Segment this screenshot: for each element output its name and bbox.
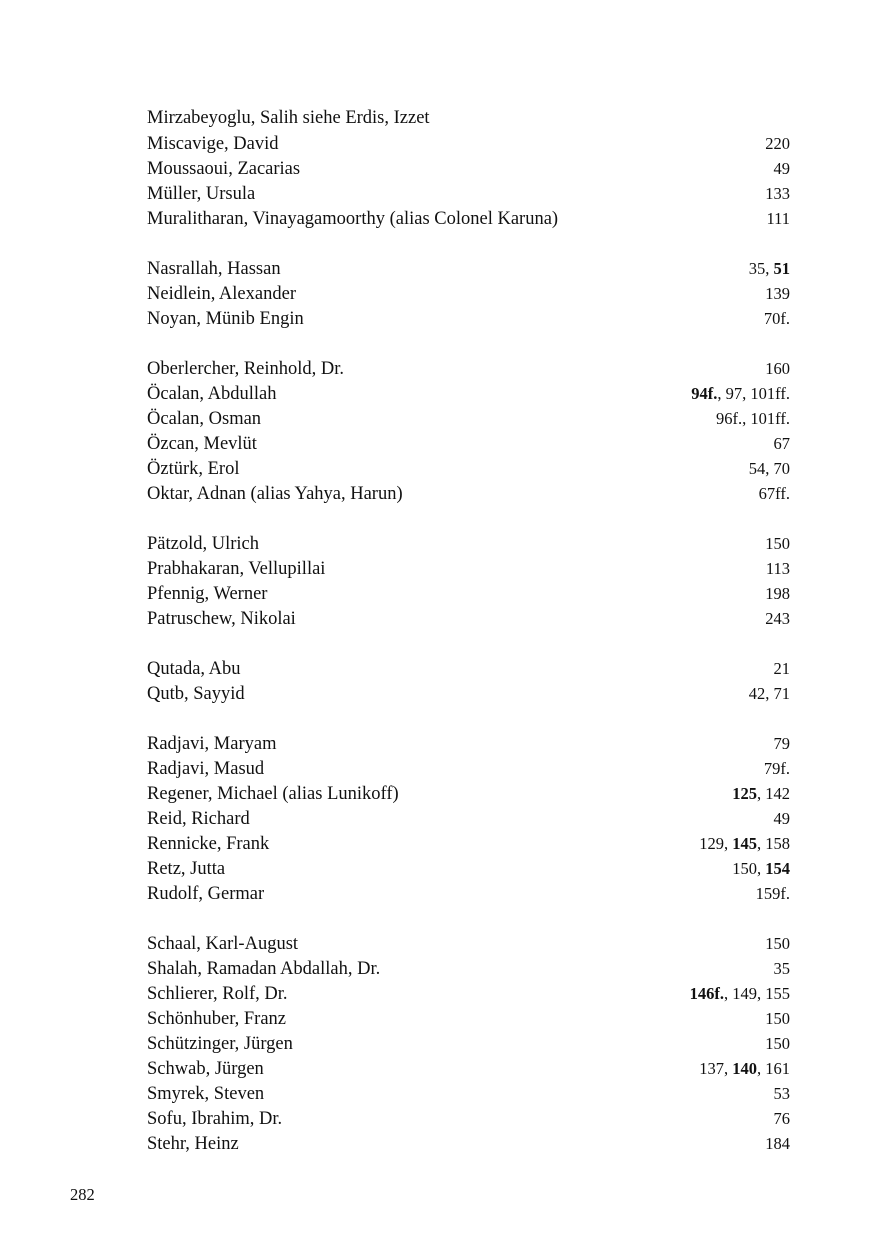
index-entry	[147, 156, 790, 181]
page-ref: 21	[773, 659, 790, 678]
entry-page-refs	[774, 806, 791, 831]
entry-page-refs: 137, 140, 161	[699, 1059, 790, 1078]
entry-name: Sofu, Ibrahim, Dr.	[147, 1109, 283, 1129]
entry-name: Prabhakaran, Vellupillai	[147, 559, 326, 579]
entry-name: Radjavi, Masud	[147, 759, 265, 779]
entry-name: Öztürk, Erol	[147, 459, 240, 479]
index-entry	[147, 581, 790, 606]
entry-name: Schaal, Karl-August	[147, 934, 299, 954]
page-ref-main: 125	[732, 784, 757, 803]
index-entry	[147, 756, 790, 781]
page-ref: 79	[773, 734, 790, 753]
entry-name: Muralitharan, Vinayagamoorthy (alias Colonel Karuna)	[147, 209, 559, 229]
index-entry	[147, 656, 790, 681]
entry-name: Stehr, Heinz	[147, 1134, 239, 1154]
index-entry	[147, 356, 790, 381]
entry-name: Reid, Richard	[147, 809, 250, 829]
index-letter-group	[147, 531, 790, 631]
index-entry	[147, 781, 790, 806]
entry-page-refs: 94f., 97, 101ff.	[691, 384, 790, 403]
page-ref: 243	[765, 609, 790, 628]
page-ref: 70	[773, 459, 790, 478]
index-entry	[147, 206, 790, 231]
entry-page-refs	[759, 481, 790, 506]
page-ref: 49	[773, 159, 790, 178]
entry-page-refs	[765, 581, 790, 606]
entry-name: Oberlercher, Reinhold, Dr.	[147, 359, 345, 379]
entry-page-refs	[765, 1131, 790, 1156]
index-entry	[147, 931, 790, 956]
index-letter-group	[147, 731, 790, 906]
entry-page-refs	[765, 1031, 790, 1056]
index-letter-group	[147, 931, 790, 1156]
page-ref-main: 94f.	[691, 384, 718, 403]
page-number: 282	[70, 1185, 95, 1204]
entry-page-refs	[756, 881, 790, 906]
entry-name: Noyan, Münib Engin	[147, 309, 304, 329]
entry-page-refs: 129, 145, 158	[699, 834, 790, 853]
index-entry	[147, 181, 790, 206]
entry-name: Öcalan, Osman	[147, 409, 262, 429]
page-ref: 158	[765, 834, 790, 853]
page-ref: 149	[732, 984, 757, 1003]
index-entry	[147, 681, 790, 706]
page-ref: 150	[765, 934, 790, 953]
index-entry	[147, 456, 790, 481]
page-ref: 150	[732, 859, 757, 878]
entry-page-refs	[774, 656, 791, 681]
index-entry	[147, 131, 790, 156]
entry-name: Retz, Jutta	[147, 859, 226, 879]
entry-name: Regener, Michael (alias Lunikoff)	[147, 784, 399, 804]
page-ref: 161	[765, 1059, 790, 1078]
entry-page-refs	[774, 731, 791, 756]
page-ref: 101ff.	[750, 384, 790, 403]
index-letter-group	[147, 106, 790, 231]
entry-page-refs	[774, 956, 791, 981]
entry-page-refs: 96f., 101ff.	[716, 409, 790, 428]
entry-name: Rudolf, Germar	[147, 884, 265, 904]
entry-name: Pätzold, Ulrich	[147, 534, 260, 554]
entry-name: Nasrallah, Hassan	[147, 259, 281, 279]
entry-page-refs	[765, 1006, 790, 1031]
entry-page-refs	[774, 1081, 791, 1106]
entry-name: Pfennig, Werner	[147, 584, 268, 604]
index-letter-group	[147, 656, 790, 706]
entry-name: Schwab, Jürgen	[147, 1059, 264, 1079]
page-ref: 97	[725, 384, 743, 403]
page-ref-main: 140	[732, 1059, 757, 1078]
index-entry	[147, 856, 790, 881]
entry-name: Mirzabeyoglu, Salih siehe Erdis, Izzet	[147, 108, 430, 128]
page-ref: 35	[773, 959, 790, 978]
page-ref: 155	[765, 984, 790, 1003]
entry-page-refs	[764, 306, 790, 331]
name-index	[147, 106, 790, 1181]
page-ref: 150	[765, 534, 790, 553]
page-ref: 96f.	[716, 409, 743, 428]
entry-name: Neidlein, Alexander	[147, 284, 296, 304]
entry-page-refs: 35, 51	[748, 259, 790, 278]
page-ref: 150	[765, 1009, 790, 1028]
page-ref: 101ff.	[750, 409, 790, 428]
index-entry	[147, 481, 790, 506]
entry-name: Müller, Ursula	[147, 184, 256, 204]
index-entry	[147, 256, 790, 281]
index-entry	[147, 1031, 790, 1056]
entry-name: Rennicke, Frank	[147, 834, 270, 854]
index-entry	[147, 731, 790, 756]
entry-page-refs	[765, 356, 790, 381]
index-entry	[147, 1006, 790, 1031]
index-entry	[147, 106, 790, 131]
index-entry	[147, 606, 790, 631]
entry-name: Qutada, Abu	[147, 659, 241, 679]
entry-name: Moussaoui, Zacarias	[147, 159, 301, 179]
entry-page-refs	[765, 931, 790, 956]
page-ref: 139	[765, 284, 790, 303]
index-letter-group	[147, 256, 790, 331]
page-ref: 220	[765, 134, 790, 153]
page-ref: 113	[765, 559, 790, 578]
page-ref: 70f.	[763, 309, 790, 328]
entry-page-refs	[766, 556, 790, 581]
page-ref: 129	[699, 834, 724, 853]
page-ref-main: 145	[732, 834, 757, 853]
page-ref: 159f.	[755, 884, 790, 903]
page-ref-main: 51	[773, 259, 790, 278]
entry-name: Radjavi, Maryam	[147, 734, 277, 754]
page-ref: 53	[773, 1084, 790, 1103]
index-entry	[147, 531, 790, 556]
entry-name: Oktar, Adnan (alias Yahya, Harun)	[147, 484, 403, 504]
page-ref: 160	[765, 359, 790, 378]
entry-page-refs	[766, 206, 790, 231]
page-ref-main: 146f.	[689, 984, 724, 1003]
entry-page-refs: 54, 70	[748, 459, 790, 478]
index-entry	[147, 981, 790, 1006]
entry-page-refs	[774, 1106, 791, 1131]
page-ref: 71	[773, 684, 790, 703]
index-entry	[147, 1106, 790, 1131]
entry-page-refs: 125, 142	[732, 784, 790, 803]
entry-page-refs	[765, 181, 790, 206]
entry-name: Miscavige, David	[147, 134, 279, 154]
entry-page-refs	[765, 531, 790, 556]
index-entry	[147, 831, 790, 856]
index-entry	[147, 1081, 790, 1106]
index-entry	[147, 281, 790, 306]
index-entry	[147, 806, 790, 831]
page-ref: 54	[748, 459, 766, 478]
page-ref: 137	[699, 1059, 724, 1078]
page-ref: 35	[748, 259, 766, 278]
index-entry	[147, 1056, 790, 1081]
page-ref: 49	[773, 809, 790, 828]
page-ref: 142	[765, 784, 790, 803]
entry-name: Schlierer, Rolf, Dr.	[147, 984, 288, 1004]
entry-page-refs	[765, 281, 790, 306]
index-entry	[147, 556, 790, 581]
entry-page-refs: 150, 154	[732, 859, 790, 878]
entry-page-refs	[764, 756, 790, 781]
entry-page-refs	[774, 431, 791, 456]
page-ref: 67ff.	[758, 484, 790, 503]
entry-name: Özcan, Mevlüt	[147, 434, 257, 454]
page-ref: 79f.	[763, 759, 790, 778]
entry-page-refs	[765, 606, 790, 631]
entry-name: Patruschew, Nikolai	[147, 609, 296, 629]
page-ref: 198	[765, 584, 790, 603]
page-ref: 76	[773, 1109, 790, 1128]
entry-page-refs	[765, 131, 790, 156]
entry-name: Schützinger, Jürgen	[147, 1034, 293, 1054]
entry-name: Qutb, Sayyid	[147, 684, 245, 704]
index-letter-group	[147, 356, 790, 506]
page-ref: 111	[766, 209, 790, 228]
entry-name: Öcalan, Abdullah	[147, 384, 277, 404]
index-entry	[147, 431, 790, 456]
index-entry	[147, 956, 790, 981]
entry-name: Shalah, Ramadan Abdallah, Dr.	[147, 959, 381, 979]
index-entry	[147, 881, 790, 906]
page-ref-main: 154	[765, 859, 790, 878]
index-entry	[147, 1131, 790, 1156]
page-ref: 150	[765, 1034, 790, 1053]
index-entry	[147, 406, 790, 431]
entry-name: Smyrek, Steven	[147, 1084, 265, 1104]
entry-page-refs: 146f., 149, 155	[689, 984, 790, 1003]
index-entry	[147, 306, 790, 331]
entry-page-refs	[774, 156, 791, 181]
page-ref: 67	[773, 434, 790, 453]
page-ref: 133	[765, 184, 790, 203]
page-ref: 184	[765, 1134, 790, 1153]
index-entry	[147, 381, 790, 406]
entry-page-refs: 42, 71	[748, 684, 790, 703]
entry-name: Schönhuber, Franz	[147, 1009, 287, 1029]
page-ref: 42	[748, 684, 766, 703]
